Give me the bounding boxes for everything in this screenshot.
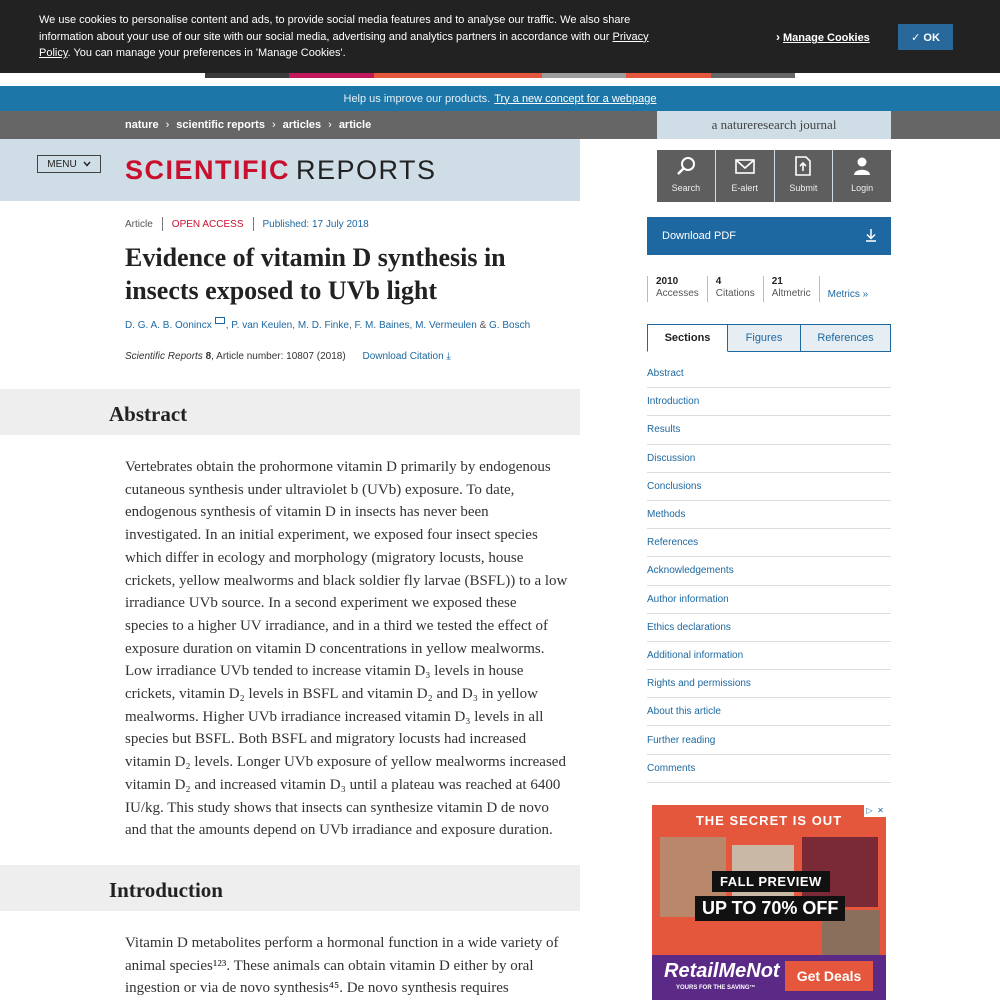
feedback-text: Help us improve our products.	[343, 92, 491, 105]
breadcrumb-scientific-reports[interactable]: scientific reports	[176, 119, 265, 131]
author-link[interactable]: G. Bosch	[489, 320, 531, 331]
abstract-line: which differ in ecology and morphology (migratory locusts, house	[125, 549, 524, 566]
sections-list	[647, 360, 891, 783]
download-citation-link[interactable]: Download Citation ⤓	[362, 351, 451, 362]
cookie-banner	[0, 0, 1000, 73]
abstract-line: vitamin D₂ and increased vitamin D₃ until a plateau was reached at 6400	[125, 776, 561, 793]
cookie-message: We use cookies to personalise content and ads, to provide social media features and to analyse our traffic. We also share information about your use of our site with our social media, advertising and analytics partners in accordance with our Privacy Policy. You can manage your preferences in 'Manage Cookies'.	[39, 14, 649, 59]
download-icon	[865, 228, 877, 242]
toc-item[interactable]: References	[647, 529, 891, 557]
citation-line	[125, 351, 451, 362]
ad-discount: UP TO 70% OFF	[695, 896, 845, 921]
toc-item[interactable]: About this article	[647, 698, 891, 726]
breadcrumb-nature[interactable]: nature	[125, 119, 159, 131]
abstract-line: vitamin D₂ levels. Longer UVb exposure of yellow mealworms increased	[125, 754, 566, 771]
chevron-right-icon: ›	[271, 119, 276, 131]
toc-item[interactable]: Further reading	[647, 726, 891, 754]
abstract-line: irradiance UVb source. In a second experiment we exposed these	[125, 595, 517, 612]
breadcrumb-article: article	[338, 119, 372, 131]
download-pdf-button[interactable]	[647, 217, 891, 255]
toc-item[interactable]: Abstract	[647, 360, 891, 388]
published-date[interactable]: Published: 17 July 2018	[262, 218, 369, 230]
ad-brand-logo: RetailMeNot	[664, 960, 780, 982]
cookie-ok-button[interactable]: ✓ OK	[898, 24, 953, 50]
chevron-down-icon	[83, 161, 91, 167]
article-metrics	[647, 276, 876, 302]
metric-accesses: 2010 Accesses	[647, 276, 707, 302]
leaderboard-ad-strip[interactable]	[205, 73, 795, 78]
introduction-line: Vitamin D metabolites perform a hormonal function in a wide variety of	[125, 935, 559, 951]
tab-sections[interactable]: Sections	[647, 324, 728, 352]
open-access-badge: OPEN ACCESS	[171, 218, 244, 230]
metric-citations: 4 Citations	[707, 276, 763, 302]
tab-figures[interactable]: Figures	[728, 324, 801, 352]
login-button[interactable]	[833, 150, 891, 202]
close-icon[interactable]: ✕	[877, 806, 884, 815]
toc-item[interactable]: Conclusions	[647, 473, 891, 501]
abstract-line: Vertebrates obtain the prohormone vitamin D primarily by endogenous	[125, 459, 551, 475]
author-link[interactable]: M. D. Finke	[297, 320, 349, 331]
introduction-text	[125, 932, 583, 1000]
divider	[253, 217, 254, 231]
abstract-heading: Abstract	[109, 402, 188, 426]
natureresearch-badge[interactable]: a natureresearch journal	[657, 111, 891, 139]
toc-item[interactable]: Acknowledgements	[647, 557, 891, 585]
upload-document-icon	[793, 156, 813, 176]
toc-item[interactable]: Comments	[647, 755, 891, 783]
author-link[interactable]: P. van Keulen	[231, 320, 293, 331]
new-concept-link[interactable]: Try a new concept for a webpage	[494, 92, 657, 105]
toc-item[interactable]: Author information	[647, 586, 891, 614]
author-link[interactable]: D. G. A. B. Oonincx	[125, 320, 212, 331]
abstract-heading-band	[0, 389, 580, 435]
abstract-line: and that the amounts depend on UVb irradiance and exposure duration.	[125, 822, 553, 839]
metric-altmetric: 21 Altmetric	[763, 276, 819, 302]
article-title: Evidence of vitamin D synthesis in insects exposed to UVb light	[125, 243, 506, 305]
chevron-right-icon: ›	[328, 119, 332, 131]
journal-logo[interactable]	[125, 154, 437, 186]
search-icon	[676, 156, 696, 176]
abstract-line: IU/kg. This study shows that insects can synthesize vitamin D de novo	[125, 799, 549, 816]
privacy-policy-link[interactable]: Privacy Policy	[39, 30, 649, 59]
ad-fall-preview: FALL PREVIEW	[712, 871, 830, 892]
abstract-line: species to a higher UV irradiance, and in a third we tested the effect of	[125, 617, 549, 634]
sidebar-ad[interactable]	[652, 805, 886, 1000]
search-button[interactable]	[657, 150, 715, 202]
e-alert-label: E-alert	[731, 183, 758, 193]
introduction-line: ingestion or via de novo synthesis⁴⁵. De novo synthesis requires	[125, 980, 509, 997]
toc-item[interactable]: Results	[647, 416, 891, 444]
introduction-heading-band	[0, 865, 580, 911]
journal-name: Scientific Reports	[125, 351, 203, 362]
introduction-heading: Introduction	[109, 878, 223, 902]
chevron-right-icon: ›	[165, 119, 170, 131]
download-pdf-label: Download PDF	[662, 230, 736, 242]
author-link[interactable]: F. M. Baines	[354, 320, 410, 331]
breadcrumb-articles[interactable]: articles	[282, 119, 322, 131]
toc-item[interactable]: Rights and permissions	[647, 670, 891, 698]
download-icon: ⤓	[446, 351, 451, 362]
abstract-line: endogenous synthesis of vitamin D in insects has never been	[125, 504, 489, 521]
envelope-icon	[735, 156, 755, 176]
breadcrumb	[125, 111, 371, 139]
tool-buttons	[657, 150, 891, 202]
abstract-text	[125, 456, 583, 842]
get-deals-button[interactable]: Get Deals	[785, 961, 873, 991]
toc-item[interactable]: Discussion	[647, 445, 891, 473]
user-icon	[852, 156, 872, 176]
toc-item[interactable]: Introduction	[647, 388, 891, 416]
menu-label: MENU	[47, 158, 77, 170]
toc-item[interactable]: Additional information	[647, 642, 891, 670]
feedback-bar	[0, 86, 1000, 111]
abstract-line: crickets, vitamin D₂ levels in BSFL and vitamin D₂ and D₃ in yellow	[125, 686, 538, 703]
rail-tabs	[647, 324, 891, 352]
abstract-line: mealworms. Higher UVb irradiance increased vitamin D₃ levels in all	[125, 708, 544, 725]
e-alert-button[interactable]	[716, 150, 774, 202]
article-number: , Article number: 10807 (2018)	[211, 351, 346, 362]
author-list: D. G. A. B. Oonincx , P. van Keulen, M. D. Finke, F. M. Baines, M. Vermeulen & G. Bosch	[125, 320, 575, 331]
author-link[interactable]: M. Vermeulen	[415, 320, 477, 331]
email-icon[interactable]	[215, 317, 225, 324]
login-label: Login	[851, 183, 874, 193]
submit-button[interactable]	[775, 150, 833, 202]
volume: 8	[205, 351, 212, 362]
abstract-line: investigated. In an initial experiment, we exposed four insect species	[125, 527, 538, 544]
submit-label: Submit	[789, 183, 818, 193]
double-chevron-right-icon: »	[862, 289, 869, 300]
logo-scientific: SCIENTIFIC	[125, 155, 291, 185]
abstract-line: exposure duration on vitamin D concentrations in yellow mealworms.	[125, 640, 545, 657]
abstract-line: cutaneous synthesis under ultraviolet b (UVb) exposure. To date,	[125, 481, 515, 498]
toc-item[interactable]: Methods	[647, 501, 891, 529]
introduction-line: animal species¹²³. These animals can obtain vitamin D either by oral	[125, 957, 534, 974]
manage-cookies-link[interactable]: › Manage Cookies	[776, 30, 870, 44]
abstract-line: Low irradiance UVb tended to increase vitamin D₃ levels in house	[125, 663, 524, 680]
ad-info-icon[interactable]: ▷	[866, 806, 873, 815]
ad-headline: THE SECRET IS OUT	[695, 813, 843, 828]
abstract-line: species but BSFL. Both BSFL and migratory locusts had increased	[125, 731, 527, 748]
article-type: Article	[125, 218, 153, 230]
ad-tagline: YOURS FOR THE SAVING™	[676, 985, 756, 991]
abstract-line: crickets, yellow mealworms and black soldier fly larvae (BSFL)) to a low	[125, 572, 568, 589]
logo-reports: REPORTS	[296, 155, 437, 185]
divider	[162, 217, 163, 231]
chevron-right-icon: ›	[776, 30, 780, 44]
article-meta	[125, 217, 369, 231]
toc-item[interactable]: Ethics declarations	[647, 614, 891, 642]
metrics-link[interactable]: Metrics »	[819, 276, 877, 302]
search-label: Search	[671, 183, 701, 193]
menu-button[interactable]	[37, 155, 101, 173]
tab-references[interactable]: References	[801, 324, 891, 352]
